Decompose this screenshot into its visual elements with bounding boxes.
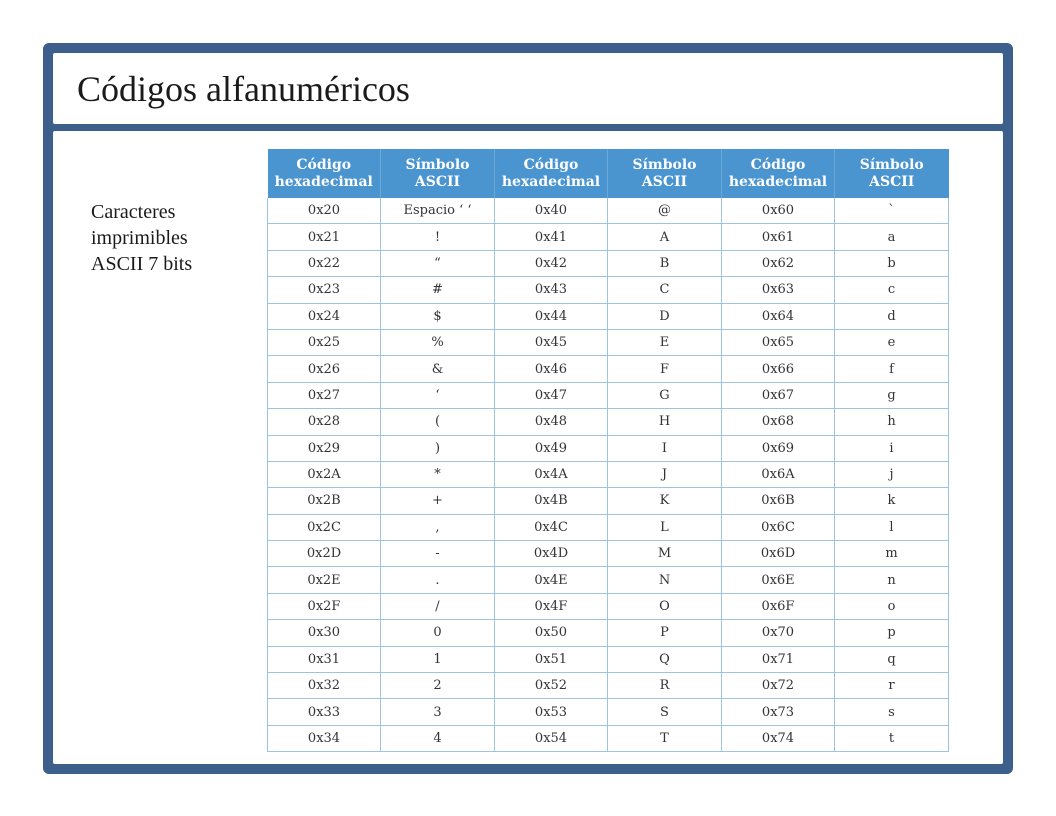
column-header-line: hexadecimal xyxy=(274,173,373,190)
table-row xyxy=(268,673,949,699)
ascii-symbol-cell: I xyxy=(608,435,722,461)
hex-code-cell: 0x23 xyxy=(268,277,381,303)
hex-code-cell: 0x43 xyxy=(495,277,608,303)
ascii-symbol-cell: ( xyxy=(381,409,495,435)
ascii-symbol-cell: 2 xyxy=(381,673,495,699)
hex-code-cell: 0x26 xyxy=(268,356,381,382)
hex-code-cell: 0x4E xyxy=(495,567,608,593)
hex-code-cell: 0x69 xyxy=(722,435,835,461)
column-header xyxy=(835,149,949,198)
hex-code-cell: 0x4B xyxy=(495,488,608,514)
ascii-symbol-cell: m xyxy=(835,541,949,567)
ascii-symbol-cell: B xyxy=(608,250,722,276)
ascii-symbol-cell: 0 xyxy=(381,620,495,646)
column-header-line: ASCII xyxy=(414,173,461,190)
column-header-line: Símbolo xyxy=(859,156,924,173)
table-row xyxy=(268,567,949,593)
hex-code-cell: 0x20 xyxy=(268,198,381,224)
hex-code-cell: 0x28 xyxy=(268,409,381,435)
column-header xyxy=(608,149,722,198)
ascii-symbol-cell: $ xyxy=(381,303,495,329)
hex-code-cell: 0x52 xyxy=(495,673,608,699)
ascii-symbol-cell: 1 xyxy=(381,646,495,672)
hex-code-cell: 0x64 xyxy=(722,303,835,329)
ascii-symbol-cell: f xyxy=(835,356,949,382)
ascii-symbol-cell: S xyxy=(608,699,722,725)
hex-code-cell: 0x6D xyxy=(722,541,835,567)
hex-code-cell: 0x2F xyxy=(268,593,381,619)
column-header-line: ASCII xyxy=(641,173,688,190)
ascii-symbol-cell: q xyxy=(835,646,949,672)
table-row xyxy=(268,329,949,355)
column-header-line: Símbolo xyxy=(632,156,697,173)
ascii-symbol-cell: j xyxy=(835,461,949,487)
hex-code-cell: 0x71 xyxy=(722,646,835,672)
ascii-symbol-cell: H xyxy=(608,409,722,435)
ascii-symbol-cell: g xyxy=(835,382,949,408)
column-header-line: Código xyxy=(296,156,352,173)
slide-content xyxy=(53,131,1003,764)
ascii-symbol-cell: D xyxy=(608,303,722,329)
table-row xyxy=(268,356,949,382)
hex-code-cell: 0x6B xyxy=(722,488,835,514)
hex-code-cell: 0x74 xyxy=(722,725,835,751)
ascii-symbol-cell: Espacio ‘ ‘ xyxy=(381,198,495,224)
hex-code-cell: 0x2E xyxy=(268,567,381,593)
table-row xyxy=(268,277,949,303)
ascii-symbol-cell: A xyxy=(608,224,722,250)
ascii-symbol-cell: 4 xyxy=(381,725,495,751)
ascii-symbol-cell: l xyxy=(835,514,949,540)
ascii-table-body xyxy=(268,198,949,752)
hex-code-cell: 0x65 xyxy=(722,329,835,355)
hex-code-cell: 0x2B xyxy=(268,488,381,514)
ascii-symbol-cell: M xyxy=(608,541,722,567)
ascii-symbol-cell: K xyxy=(608,488,722,514)
hex-code-cell: 0x72 xyxy=(722,673,835,699)
hex-code-cell: 0x62 xyxy=(722,250,835,276)
ascii-symbol-cell: 3 xyxy=(381,699,495,725)
ascii-symbol-cell: s xyxy=(835,699,949,725)
hex-code-cell: 0x21 xyxy=(268,224,381,250)
hex-code-cell: 0x4C xyxy=(495,514,608,540)
ascii-symbol-cell: t xyxy=(835,725,949,751)
ascii-symbol-cell: % xyxy=(381,329,495,355)
ascii-symbol-cell: h xyxy=(835,409,949,435)
ascii-symbol-cell: & xyxy=(381,356,495,382)
column-header-line: hexadecimal xyxy=(728,173,828,190)
ascii-symbol-cell: T xyxy=(608,725,722,751)
hex-code-cell: 0x49 xyxy=(495,435,608,461)
hex-code-cell: 0x53 xyxy=(495,699,608,725)
ascii-symbol-cell: J xyxy=(608,461,722,487)
table-row xyxy=(268,198,949,224)
ascii-symbol-cell: N xyxy=(608,567,722,593)
hex-code-cell: 0x27 xyxy=(268,382,381,408)
hex-code-cell: 0x70 xyxy=(722,620,835,646)
table-row xyxy=(268,514,949,540)
table-row xyxy=(268,593,949,619)
hex-code-cell: 0x67 xyxy=(722,382,835,408)
hex-code-cell: 0x31 xyxy=(268,646,381,672)
table-row xyxy=(268,620,949,646)
table-row xyxy=(268,488,949,514)
ascii-symbol-cell: ` xyxy=(835,198,949,224)
ascii-symbol-cell: F xyxy=(608,356,722,382)
table-row xyxy=(268,303,949,329)
ascii-symbol-cell: p xyxy=(835,620,949,646)
ascii-symbol-cell: ‘ xyxy=(381,382,495,408)
ascii-symbol-cell: O xyxy=(608,593,722,619)
hex-code-cell: 0x4F xyxy=(495,593,608,619)
table-row xyxy=(268,461,949,487)
ascii-table xyxy=(267,149,949,752)
hex-code-cell: 0x63 xyxy=(722,277,835,303)
ascii-symbol-cell: / xyxy=(381,593,495,619)
hex-code-cell: 0x6A xyxy=(722,461,835,487)
ascii-symbol-cell: i xyxy=(835,435,949,461)
column-header xyxy=(722,149,835,198)
column-header xyxy=(381,149,495,198)
ascii-symbol-cell: o xyxy=(835,593,949,619)
hex-code-cell: 0x29 xyxy=(268,435,381,461)
side-caption-line: ASCII 7 bits xyxy=(91,253,193,275)
ascii-symbol-cell: Q xyxy=(608,646,722,672)
ascii-symbol-cell: # xyxy=(381,277,495,303)
table-row xyxy=(268,224,949,250)
table-row xyxy=(268,435,949,461)
table-row xyxy=(268,699,949,725)
hex-code-cell: 0x6E xyxy=(722,567,835,593)
ascii-symbol-cell: @ xyxy=(608,198,722,224)
hex-code-cell: 0x60 xyxy=(722,198,835,224)
column-header-line: Símbolo xyxy=(405,156,470,173)
ascii-symbol-cell: d xyxy=(835,303,949,329)
hex-code-cell: 0x4A xyxy=(495,461,608,487)
hex-code-cell: 0x54 xyxy=(495,725,608,751)
table-row xyxy=(268,250,949,276)
hex-code-cell: 0x46 xyxy=(495,356,608,382)
hex-code-cell: 0x41 xyxy=(495,224,608,250)
slide-title: Códigos alfanuméricos xyxy=(77,69,410,109)
ascii-symbol-cell: ! xyxy=(381,224,495,250)
ascii-symbol-cell: E xyxy=(608,329,722,355)
column-header xyxy=(268,149,381,198)
table-row xyxy=(268,541,949,567)
ascii-symbol-cell: a xyxy=(835,224,949,250)
title-bar xyxy=(53,53,1003,124)
hex-code-cell: 0x45 xyxy=(495,329,608,355)
hex-code-cell: 0x73 xyxy=(722,699,835,725)
column-header xyxy=(495,149,608,198)
ascii-symbol-cell: C xyxy=(608,277,722,303)
hex-code-cell: 0x25 xyxy=(268,329,381,355)
hex-code-cell: 0x51 xyxy=(495,646,608,672)
ascii-symbol-cell: L xyxy=(608,514,722,540)
ascii-symbol-cell: b xyxy=(835,250,949,276)
ascii-symbol-cell: * xyxy=(381,461,495,487)
hex-code-cell: 0x2C xyxy=(268,514,381,540)
hex-code-cell: 0x32 xyxy=(268,673,381,699)
ascii-symbol-cell: R xyxy=(608,673,722,699)
side-caption-line: Caracteres xyxy=(91,201,176,223)
ascii-symbol-cell: , xyxy=(381,514,495,540)
ascii-symbol-cell: n xyxy=(835,567,949,593)
ascii-symbol-cell: G xyxy=(608,382,722,408)
hex-code-cell: 0x50 xyxy=(495,620,608,646)
ascii-symbol-cell: P xyxy=(608,620,722,646)
ascii-symbol-cell: k xyxy=(835,488,949,514)
hex-code-cell: 0x68 xyxy=(722,409,835,435)
side-caption-line: imprimibles xyxy=(91,227,188,249)
hex-code-cell: 0x42 xyxy=(495,250,608,276)
ascii-symbol-cell: r xyxy=(835,673,949,699)
ascii-symbol-cell: . xyxy=(381,567,495,593)
hex-code-cell: 0x2D xyxy=(268,541,381,567)
table-row xyxy=(268,725,949,751)
ascii-table-header xyxy=(268,149,949,198)
hex-code-cell: 0x4D xyxy=(495,541,608,567)
hex-code-cell: 0x33 xyxy=(268,699,381,725)
table-row xyxy=(268,409,949,435)
hex-code-cell: 0x2A xyxy=(268,461,381,487)
side-caption xyxy=(91,199,251,277)
hex-code-cell: 0x30 xyxy=(268,620,381,646)
hex-code-cell: 0x6C xyxy=(722,514,835,540)
column-header-line: ASCII xyxy=(869,173,915,190)
hex-code-cell: 0x66 xyxy=(722,356,835,382)
ascii-symbol-cell: - xyxy=(381,541,495,567)
hex-code-cell: 0x24 xyxy=(268,303,381,329)
hex-code-cell: 0x61 xyxy=(722,224,835,250)
hex-code-cell: 0x40 xyxy=(495,198,608,224)
hex-code-cell: 0x22 xyxy=(268,250,381,276)
ascii-symbol-cell: c xyxy=(835,277,949,303)
hex-code-cell: 0x47 xyxy=(495,382,608,408)
ascii-symbol-cell: + xyxy=(381,488,495,514)
column-header-line: Código xyxy=(523,156,579,173)
table-row xyxy=(268,382,949,408)
table-row xyxy=(268,646,949,672)
hex-code-cell: 0x48 xyxy=(495,409,608,435)
hex-code-cell: 0x44 xyxy=(495,303,608,329)
table-header-row xyxy=(268,149,949,198)
ascii-symbol-cell: “ xyxy=(381,250,495,276)
hex-code-cell: 0x34 xyxy=(268,725,381,751)
slide-frame xyxy=(43,43,1013,774)
column-header-line: hexadecimal xyxy=(501,173,601,190)
hex-code-cell: 0x6F xyxy=(722,593,835,619)
ascii-symbol-cell: e xyxy=(835,329,949,355)
ascii-symbol-cell: ) xyxy=(381,435,495,461)
column-header-line: Código xyxy=(750,156,806,173)
